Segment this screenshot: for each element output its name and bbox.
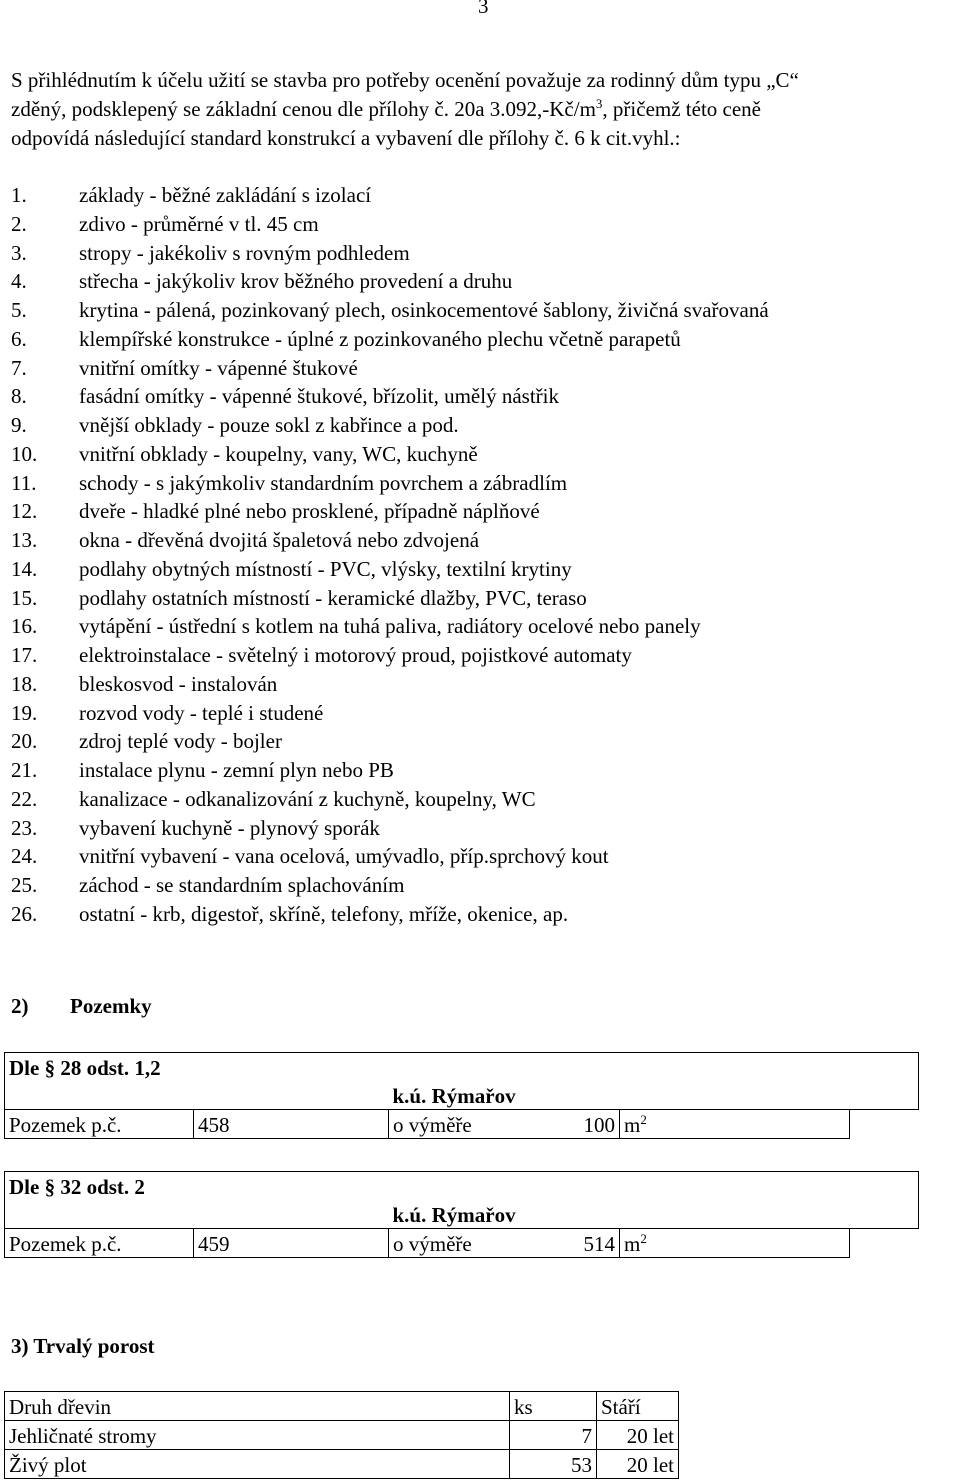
trees-row-1-age: 20 let (597, 1421, 679, 1450)
list-item-text: zdroj teplé vody - bojler (79, 729, 282, 754)
list-item-text: ostatní - krb, digestoř, skříně, telefony, mříže, okenice, ap. (79, 901, 569, 926)
list-item-text: vytápění - ústřední s kotlem na tuhá paliva, radiátory ocelové nebo panely (79, 614, 701, 639)
list-item-text: vnitřní obklady - koupelny, vany, WC, kuchyně (79, 441, 478, 466)
list-item (11, 873, 951, 902)
list-item (11, 528, 951, 557)
list-item-number: 5. (11, 298, 27, 322)
intro-line-2-b: , přičemž této ceně (602, 97, 761, 121)
list-item-text: vnitřní omítky - vápenné štukové (79, 355, 358, 380)
section-3-title: 3) Trvalý porost (11, 1334, 155, 1358)
list-item-number: 15. (11, 585, 38, 610)
list-item-number: 26. (11, 901, 38, 926)
list-item-number: 10. (11, 441, 38, 466)
plot-1-area-label: o výměře 100 (389, 1110, 620, 1139)
list-item-number: 18. (11, 671, 38, 696)
list-item (11, 844, 951, 873)
section-2-title: Pozemky (70, 994, 152, 1018)
plot-2-area: 514 (583, 1232, 615, 1256)
list-item (11, 442, 951, 471)
list-item (11, 557, 951, 586)
list-item-number: 20. (11, 729, 38, 754)
list-item-text: klempířské konstrukce - úplné z pozinkovaného plechu včetně parapetů (79, 326, 681, 351)
list-item (11, 614, 951, 643)
list-item-number: 21. (11, 758, 38, 782)
plot-2-unit: $m^2$ (620, 1229, 850, 1258)
plot-1-parcel: 458 (194, 1110, 389, 1139)
list-item (11, 269, 951, 298)
list-item (11, 183, 951, 212)
plot-1-label: Pozemek p.č. (5, 1110, 194, 1139)
list-item-text: kanalizace - odkanalizování z kuchyně, koupelny, WC (79, 786, 536, 811)
list-item (11, 499, 951, 528)
list-item-number: 8. (11, 384, 27, 409)
intro-line-2-a: zděný, podsklepený se základní cenou dle přílohy č. 20a 3.092,-Kč/m (11, 97, 596, 121)
list-item (11, 902, 951, 931)
list-item-text: fasádní omítky - vápenné štukové, břízolit, umělý nástřik (79, 384, 559, 409)
plot-1-cadastre: k.ú. Rýmařov (389, 1081, 850, 1110)
list-item-text: krytina - pálená, pozinkovaný plech, osinkocementové šablony, živičná svařovaná (79, 298, 769, 322)
table-row (5, 1421, 679, 1450)
list-item-number: 24. (11, 844, 38, 869)
list-item-text: elektroinstalace - světelný i motorový proud, pojistkové automaty (79, 643, 632, 667)
trees-table (4, 1391, 679, 1479)
list-item-text: vnitřní vybavení - vana ocelová, umývadlo, příp.sprchový kout (79, 844, 609, 869)
list-item-text: instalace plynu - zemní plyn nebo PB (79, 758, 394, 782)
list-item-text: vybavení kuchyně - plynový sporák (79, 815, 380, 840)
list-item (11, 787, 951, 816)
plot-2-law: Dle § 32 odst. 2 (5, 1172, 389, 1201)
list-item-number: 17. (11, 643, 38, 667)
list-item-text: stropy - jakékoliv s rovným podhledem (79, 240, 410, 265)
list-item (11, 298, 951, 327)
intro-line-2-sup: 3 (595, 96, 603, 111)
list-item-number: 12. (11, 499, 38, 524)
list-item (11, 643, 951, 672)
intro-line-1: S přihlédnutím k účelu užití se stavba pro potřeby ocenění považuje za rodinný dům typu „C“ (11, 68, 799, 92)
table-row (5, 1450, 679, 1479)
trees-header-age: Stáří (597, 1392, 679, 1421)
list-item-text: vnější obklady - pouze sokl z kabřince a pod. (79, 413, 459, 437)
list-item-text: zdivo - průměrné v tl. 45 cm (79, 211, 319, 236)
trees-row-2-species: Živý plot (5, 1450, 510, 1479)
list-item-number: 1. (11, 183, 27, 207)
plot-table-2 (4, 1171, 919, 1258)
plot-1-area: 100 (583, 1113, 615, 1137)
trees-header-count: ks (510, 1392, 597, 1421)
trees-row-1-count: 7 (510, 1421, 597, 1450)
list-item-text: střecha - jakýkoliv krov běžného provedení a druhu (79, 269, 513, 294)
intro-line-3: odpovídá následující standard konstrukcí a vybavení dle přílohy č. 6 k cit.vyhl.: (11, 126, 681, 150)
plot-2-area-label: o výměře 514 (389, 1229, 620, 1258)
list-item-text: podlahy obytných místností - PVC, vlýsky, textilní krytiny (79, 556, 572, 581)
list-item-text: bleskosvod - instalován (79, 671, 278, 696)
list-item-text: okna - dřevěná dvojitá špaletová nebo zdvojená (79, 528, 480, 552)
list-item-number: 23. (11, 815, 38, 840)
list-item-number: 3. (11, 240, 27, 265)
list-item (11, 384, 951, 413)
plot-2-parcel: 459 (194, 1229, 389, 1258)
list-item (11, 701, 951, 730)
list-item (11, 356, 951, 385)
list-item-number: 4. (11, 269, 27, 294)
trees-row-2-count: 53 (510, 1450, 597, 1479)
intro-line-2 (11, 97, 761, 122)
list-item-text: dveře - hladké plné nebo prosklené, případně náplňové (79, 499, 540, 524)
list-item (11, 729, 951, 758)
plot-1-law: Dle § 28 odst. 1,2 (5, 1053, 389, 1082)
plot-1-unit: $m^2$ (620, 1110, 850, 1139)
list-item (11, 212, 951, 241)
plot-table-1 (4, 1052, 919, 1139)
list-item-number: 9. (11, 413, 27, 437)
list-item-number: 22. (11, 786, 38, 811)
list-item-text: základy - běžné zakládání s izolací (79, 183, 372, 207)
list-item (11, 586, 951, 615)
list-item-text: podlahy ostatních místností - keramické dlažby, PVC, teraso (79, 585, 587, 610)
list-item-number: 2. (11, 211, 27, 236)
list-item (11, 241, 951, 270)
list-item-number: 13. (11, 528, 38, 552)
list-item-text: rozvod vody - teplé i studené (79, 700, 324, 725)
trees-header-species: Druh dřevin (5, 1392, 510, 1421)
plot-2-cadastre: k.ú. Rýmařov (389, 1200, 850, 1229)
list-item (11, 327, 951, 356)
list-item-number: 25. (11, 873, 38, 897)
list-item-number: 7. (11, 355, 27, 380)
list-item-text: schody - s jakýmkoliv standardním povrchem a zábradlím (79, 470, 568, 495)
list-item-number: 16. (11, 614, 38, 639)
list-item (11, 672, 951, 701)
list-item (11, 816, 951, 845)
list-item-text: záchod - se standardním splachováním (79, 873, 405, 897)
trees-header-row (5, 1392, 679, 1421)
list-item-number: 11. (11, 470, 37, 495)
trees-row-1-species: Jehličnaté stromy (5, 1421, 510, 1450)
list-item (11, 471, 951, 500)
list-item-number: 14. (11, 556, 38, 581)
list-item (11, 413, 951, 442)
list-item (11, 758, 951, 787)
list-item-number: 19. (11, 700, 38, 725)
plot-2-label: Pozemek p.č. (5, 1229, 194, 1258)
list-item-number: 6. (11, 326, 27, 351)
page-number: 3 (478, 0, 489, 18)
trees-row-2-age: 20 let (597, 1450, 679, 1479)
section-2-number: 2) (11, 994, 29, 1018)
